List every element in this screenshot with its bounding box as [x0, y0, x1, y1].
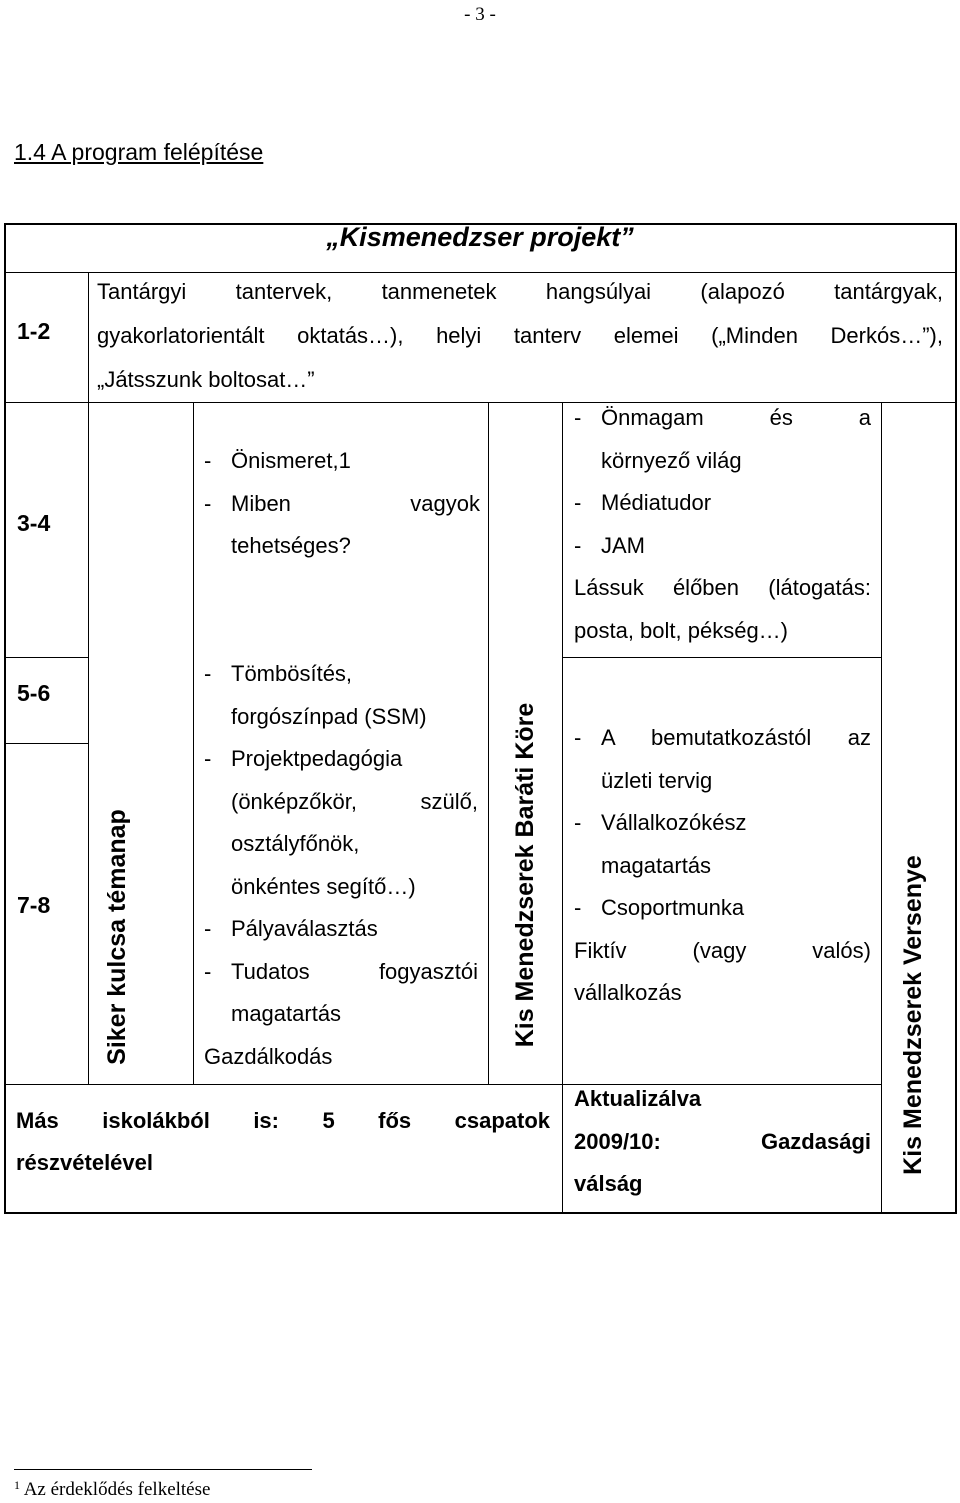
note-line — [574, 1121, 871, 1164]
list-item — [574, 802, 871, 887]
right-vertical-column-divider — [881, 402, 882, 1214]
section-heading: 1.4 A program felépítése — [14, 139, 264, 165]
dash: - — [574, 725, 582, 750]
list-item — [574, 525, 871, 568]
item-text: Pályaválasztás — [231, 916, 378, 941]
note-line: Más iskolákból is: 5 fős csapatok — [16, 1108, 550, 1133]
left-vertical-column-divider — [193, 402, 194, 1084]
row-1-2-content — [97, 270, 943, 402]
plain-line: Lássuk élőben (látogatás: — [574, 575, 871, 600]
dash: - — [204, 746, 212, 771]
item-line: (önképzőkör, szülő, — [231, 788, 478, 814]
item-text: Önismeret,1 — [231, 448, 351, 473]
note-word: Gazdasági — [760, 1128, 871, 1154]
list-item — [574, 397, 871, 482]
plain-line: posta, bolt, pékség…) — [574, 617, 789, 643]
list-item — [204, 908, 478, 951]
dash: - — [204, 958, 212, 984]
dash: - — [204, 448, 212, 473]
item-line: osztályfőnök, — [231, 831, 360, 856]
dash: - — [574, 810, 582, 835]
item-word: vagyok — [410, 490, 480, 516]
item-line: környező világ — [601, 447, 742, 473]
row-5-8-mid-list — [204, 653, 478, 1078]
item-text: Csoportmunka — [601, 895, 745, 920]
list-item — [204, 951, 478, 1036]
row-1-2-line: „Játsszunk boltosat…” — [97, 367, 315, 392]
item-text: JAM — [601, 532, 645, 558]
dash: - — [204, 490, 212, 516]
grade-label-3-4: 3-4 — [17, 510, 51, 536]
list-item — [204, 738, 478, 908]
dash: - — [574, 490, 582, 515]
row-3-4-mid-list — [204, 440, 480, 568]
mid-vertical-column-left-divider — [488, 402, 489, 1084]
vertical-label-versenye: Kis Menedzserek Versenye — [899, 855, 927, 1175]
item-line — [601, 397, 871, 440]
list-item — [574, 482, 871, 525]
footnote — [14, 1479, 210, 1501]
dash: - — [204, 916, 212, 941]
item-word: Miben — [231, 490, 291, 516]
item-word: Önmagam — [601, 405, 704, 430]
page-number: - 3 - — [464, 4, 496, 25]
list-item — [204, 653, 478, 738]
item-line: tehetséges? — [231, 533, 351, 558]
table-title: „Kismenedzser projekt” — [326, 222, 634, 252]
dash: - — [574, 895, 582, 920]
footnote-text: Az érdeklődés felkeltése — [23, 1479, 211, 1500]
note-word: 2009/10: — [574, 1128, 661, 1154]
item-line — [231, 483, 480, 526]
item-line: Tudatos fogyasztói — [231, 958, 478, 984]
bottom-left-note — [16, 1100, 550, 1184]
item-line: Projektpedagógia — [231, 746, 403, 771]
list-item — [204, 440, 480, 483]
list-item — [574, 887, 871, 930]
plain-line: Fiktív (vagy valós) — [574, 937, 871, 963]
item-word: és — [769, 405, 793, 430]
list-item — [204, 483, 480, 568]
note-line: részvételével — [16, 1150, 153, 1175]
plain-line: vállalkozás — [574, 980, 682, 1005]
bottom-right-note — [574, 1078, 871, 1206]
grade-label-7-8: 7-8 — [17, 892, 51, 918]
grade-column-divider — [88, 272, 89, 1084]
grade-label-1-2: 1-2 — [17, 318, 51, 344]
item-line: Vállalkozókész — [601, 810, 747, 835]
footnote-rule — [14, 1469, 312, 1470]
item-line: magatartás — [231, 1001, 342, 1026]
table-border-left — [4, 223, 6, 1214]
table-border-right — [955, 223, 957, 1214]
row-3-4-right-list — [574, 397, 871, 652]
item-word: a — [858, 405, 871, 430]
row-1-2-line: Tantárgyi tantervek, tanmenetek hangsúlyai (alapozó tantárgyak, — [97, 279, 943, 304]
item-line: üzleti tervig — [601, 767, 713, 793]
row-5-8-right-list — [574, 717, 871, 1015]
table-border-bottom — [4, 1212, 957, 1214]
note-line: Aktualizálva — [574, 1086, 702, 1111]
item-line: forgószínpad (SSM) — [231, 703, 427, 729]
item-line: Tömbösítés, — [231, 661, 353, 686]
mid-vertical-column-right-divider — [562, 402, 563, 1214]
dash: - — [574, 532, 582, 558]
footnote-marker: 1 — [14, 1478, 20, 1492]
item-line: önkéntes segítő…) — [231, 873, 416, 899]
row34-grade-divider — [4, 657, 89, 658]
item-line: magatartás — [601, 852, 712, 878]
row34-right-divider — [562, 657, 882, 658]
vertical-label-baráti-kore: Kis Menedzserek Baráti Köre — [511, 702, 539, 1048]
list-item — [574, 717, 871, 802]
item-line: A bemutatkozástól az — [601, 725, 871, 750]
row56-grade-divider — [4, 743, 89, 744]
note-line: válság — [574, 1171, 643, 1196]
dash: - — [574, 405, 582, 430]
dash: - — [204, 661, 212, 686]
grade-label-5-6: 5-6 — [17, 680, 51, 706]
row-1-2-line: gyakorlatorientált oktatás…), helyi tanterv elemei („Minden Derkós…”), — [97, 323, 943, 348]
plain-line: Gazdálkodás — [204, 1043, 333, 1069]
item-text: Médiatudor — [601, 490, 712, 515]
vertical-label-siker-kulcsa: Siker kulcsa témanap — [103, 809, 131, 1065]
